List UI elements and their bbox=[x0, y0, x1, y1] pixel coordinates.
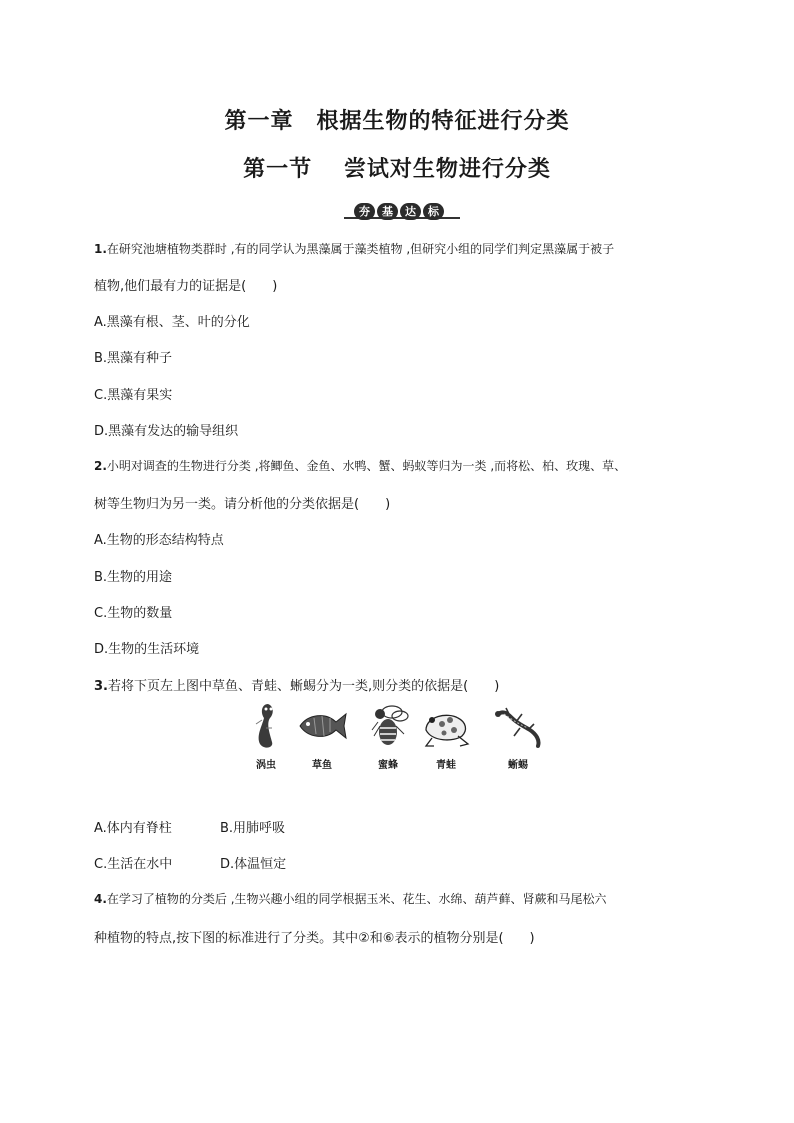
q2-option-c: C.生物的数量 bbox=[94, 606, 173, 621]
bee-icon bbox=[366, 700, 410, 752]
animal-figure bbox=[236, 700, 556, 780]
q3-option-d: D.体温恒定 bbox=[220, 857, 287, 872]
frog-icon bbox=[418, 700, 474, 752]
q4-number: 4. bbox=[94, 892, 107, 906]
q1-line2: 植物,他们最有力的证据是( ) bbox=[94, 279, 278, 294]
badge-char: 基 bbox=[377, 203, 398, 220]
animal-planarian bbox=[236, 700, 296, 771]
q2-option-d: D.生物的生活环境 bbox=[94, 642, 200, 657]
q1-option-c: C.黑藻有果实 bbox=[94, 388, 173, 403]
animal-label: 涡虫 bbox=[256, 760, 276, 771]
badge-char: 夯 bbox=[354, 203, 375, 220]
badge-char: 达 bbox=[400, 203, 421, 220]
animal-fish bbox=[292, 700, 352, 771]
animal-bee bbox=[358, 700, 418, 771]
q2-option-b: B.生物的用途 bbox=[94, 570, 173, 585]
planarian-icon bbox=[246, 700, 286, 752]
animal-label: 蜜蜂 bbox=[378, 760, 398, 771]
q4-text: 在学习了植物的分类后 ,生物兴趣小组的同学根据玉米、花生、水绵、葫芦藓、肾蕨和马尾松六 bbox=[106, 892, 607, 906]
chapter-title: 第一章 根据生物的特征进行分类 bbox=[224, 109, 570, 134]
animal-frog bbox=[416, 700, 476, 771]
q3-number: 3. bbox=[94, 679, 108, 694]
animal-lizard bbox=[488, 700, 548, 771]
q2-line1 bbox=[94, 457, 626, 474]
q4-line1 bbox=[94, 890, 607, 907]
q3-option-a: A.体内有脊柱 bbox=[94, 821, 172, 836]
q3-line1 bbox=[94, 675, 499, 694]
q3-text: 若将下页左上图中草鱼、青蛙、蜥蜴分为一类,则分类的依据是( ) bbox=[107, 679, 500, 694]
fish-icon bbox=[294, 700, 350, 752]
q4-line2: 种植物的特点,按下图的标准进行了分类。其中②和⑥表示的植物分别是( ) bbox=[94, 931, 535, 946]
q2-text: 小明对调查的生物进行分类 ,将鲫鱼、金鱼、水鸭、蟹、蚂蚁等归为一类 ,而将松、柏、玫瑰、草、 bbox=[106, 459, 627, 473]
q1-option-b: B.黑藻有种子 bbox=[94, 351, 173, 366]
q3-option-b: B.用肺呼吸 bbox=[220, 821, 286, 836]
animal-label: 青蛙 bbox=[436, 760, 456, 771]
q1-line1 bbox=[94, 240, 614, 257]
animal-label: 蜥蜴 bbox=[508, 760, 528, 771]
section-badge bbox=[344, 203, 460, 223]
q2-line2: 树等生物归为另一类。请分析他的分类依据是( ) bbox=[94, 497, 391, 512]
animal-label: 草鱼 bbox=[312, 760, 332, 771]
lizard-icon bbox=[490, 700, 546, 752]
q3-option-c: C.生活在水中 bbox=[94, 857, 173, 872]
q2-number: 2. bbox=[94, 459, 107, 473]
q1-option-d: D.黑藻有发达的输导组织 bbox=[94, 424, 239, 439]
q1-number: 1. bbox=[94, 242, 107, 256]
q1-text: 在研究池塘植物类群时 ,有的同学认为黑藻属于藻类植物 ,但研究小组的同学们判定黑藻属于被子 bbox=[106, 242, 615, 256]
q2-option-a: A.生物的形态结构特点 bbox=[94, 533, 224, 548]
badge-char: 标 bbox=[423, 203, 444, 220]
section-title: 第一节 尝试对生物进行分类 bbox=[243, 157, 551, 182]
q1-option-a: A.黑藻有根、茎、叶的分化 bbox=[94, 315, 250, 330]
